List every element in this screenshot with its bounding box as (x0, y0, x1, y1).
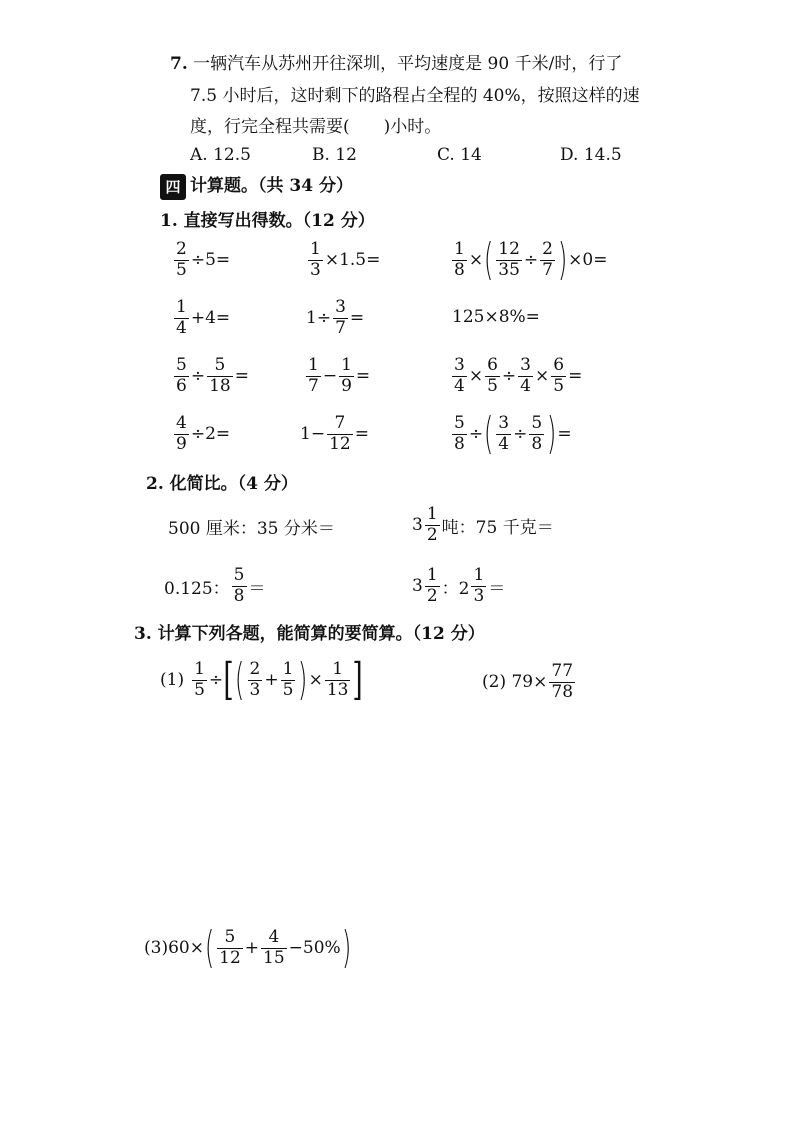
q7-text-line3: 度，行完全程共需要( )小时。 (190, 117, 442, 137)
calc-r1c3: $\frac{1}{8}$ × ( $\frac{12}{35}$ ÷ $\frac{2}{7}$ ) ×0= (454, 234, 608, 286)
ratio-c: 0.125： $\frac{5}{8}$ ＝ (164, 565, 266, 606)
q7-line1 (170, 50, 622, 78)
ratio-b: 3 $\frac{1}{2}$ 吨：75 千克＝ (412, 504, 554, 545)
calc-r2c2: 1÷ $\frac{3}{7}$ = (306, 297, 365, 338)
calc-r4c1: $\frac{4}{9}$ ÷2= (176, 413, 231, 454)
calc-3-1: (1) $\frac{1}{5}$ ÷ [ ( $\frac{2}{3}$ + $\frac{1}{5}$ ) × $\frac{1}{13}$ ] (160, 654, 364, 706)
section-title: 计算题。（共 34 分） (190, 176, 353, 196)
section-4-header (160, 172, 353, 200)
section-badge: 四 (160, 174, 186, 200)
part1-title: 1. 直接写出得数。（12 分） (160, 211, 375, 231)
q7-text-line1: 一辆汽车从苏州开往深圳，平均速度是 90 千米/时，行了 (193, 54, 623, 74)
calc-r3c3: $\frac{3}{4}$ × $\frac{6}{5}$ ÷ $\frac{3}{4}$ × $\frac{6}{5}$ = (454, 355, 583, 396)
q7-text-line2: 7.5 小时后，这时剩下的路程占全程的 40%，按照这样的速 (190, 86, 640, 106)
calc-3-3: (3)60× ( $\frac{5}{12}$ + $\frac{4}{15}$ −50% ) (144, 922, 352, 974)
calc-r3c2: $\frac{1}{7}$ − $\frac{1}{9}$ = (308, 355, 371, 396)
q7-option-a[interactable]: A. 12.5 (190, 145, 251, 165)
calc-r2c1: $\frac{1}{4}$ +4= (176, 297, 231, 338)
q7-option-c[interactable]: C. 14 (437, 145, 482, 165)
calc-r1c2: $\frac{1}{3}$ ×1.5= (310, 239, 381, 280)
q7-option-b[interactable]: B. 12 (312, 145, 357, 165)
calc-r1c1: $\frac{2}{5}$ ÷5= (176, 239, 231, 280)
ratio-d: 3 $\frac{1}{2}$ ：2 $\frac{1}{3}$ ＝ (412, 565, 506, 606)
part2-title: 2. 化简比。（4 分） (146, 474, 298, 494)
q7-option-d[interactable]: D. 14.5 (560, 145, 622, 165)
q7-number: 7. (170, 54, 188, 74)
calc-r2c3: 125×8%= (452, 307, 540, 327)
part3-title: 3. 计算下列各题，能简算的要简算。（12 分） (134, 624, 485, 644)
calc-r4c2: 1− $\frac{7}{12}$ = (300, 413, 369, 454)
ratio-a: 500 厘米：35 分米＝ (168, 519, 335, 539)
calc-r3c1: $\frac{5}{6}$ ÷ $\frac{5}{18}$ = (176, 355, 249, 396)
calc-r4c3: $\frac{5}{8}$ ÷ ( $\frac{3}{4}$ ÷ $\frac{5}{8}$ ) = (454, 408, 572, 460)
calc-3-2: (2) 79× $\frac{77}{78}$ (482, 661, 574, 702)
